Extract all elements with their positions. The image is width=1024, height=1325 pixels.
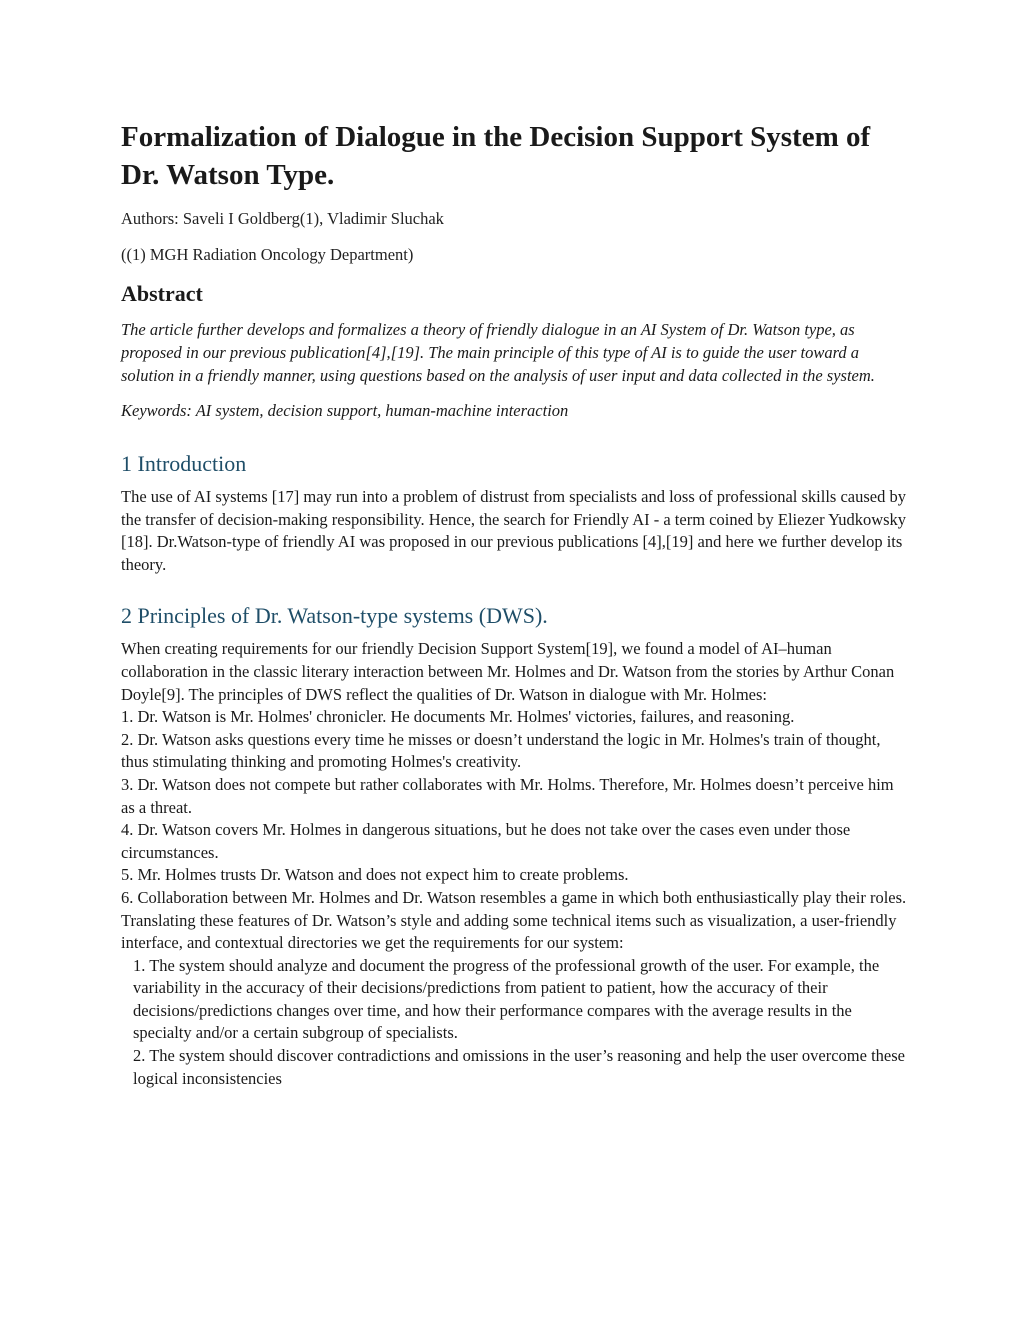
paper-title: Formalization of Dialogue in the Decision Support System of Dr. Watson Type.	[121, 121, 871, 191]
requirement-item: 1. The system should analyze and document the progress of the professional growth of the user. For example, the variability in the accuracy of their decisions/predictions from patient to patient, how the accuracy of their decisions/predictions changes over time, and how their performance compares with the average results in the specialty and/or a certain subgroup of specialists.	[133, 955, 880, 1043]
principle-item: 6. Collaboration between Mr. Holmes and Dr. Watson resembles a game in which both enthusiastically play their roles.	[121, 887, 907, 907]
paper-page	[121, 118, 911, 1090]
principle-item: 1. Dr. Watson is Mr. Holmes' chronicler. He documents Mr. Holmes' victories, failures, and reasoning.	[121, 707, 795, 727]
keywords-line: Keywords: AI system, decision support, human-machine interaction	[121, 401, 569, 420]
principle-item: 3. Dr. Watson does not compete but rather collaborates with Mr. Holms. Therefore, Mr. Holmes doesn’t perceive him as a threat.	[121, 774, 894, 817]
principle-item: 2. Dr. Watson asks questions every time he misses or doesn’t understand the logic in Mr. Holmes's train of thought, thus stimulating thinking and promoting Holmes's creativity.	[121, 729, 881, 772]
requirement-item: 2. The system should discover contradictions and omissions in the user’s reasoning and help the user overcome these logical inconsistencies	[133, 1046, 905, 1088]
principle-item: 5. Mr. Holmes trusts Dr. Watson and does not expect him to create problems.	[121, 865, 629, 885]
principles-intro-paragraph: When creating requirements for our friendly Decision Support System[19], we found a model of AI–human collaboration in the classic literary interaction between Mr. Holmes and Dr. Watson from the stories by Arthur Conan Doyle[9]. The principles of DWS reflect the qualities of Dr. Watson in dialogue with Mr. Holmes:	[121, 639, 895, 704]
introduction-paragraph: The use of AI systems [17] may run into a problem of distrust from specialists and loss of professional skills caused by the transfer of decision-making responsibility. Hence, the search for Friendly AI - a term coined by Eliezer Yudkowsky [18]. Dr.Watson-type of friendly AI was proposed in our previous publications [4],[19] and here we further develop its theory.	[121, 487, 907, 574]
principle-item: 4. Dr. Watson covers Mr. Holmes in dangerous situations, but he does not take over the cases even under those circumstances.	[121, 820, 851, 862]
abstract-text: The article further develops and formalizes a theory of friendly dialogue in an AI System of Dr. Watson type, as proposed in our previous publication[4],[19]. The main principle of this type of AI is to guide the user toward a solution in a friendly manner, using questions based on the analysis of user input and data collected in the system.	[121, 320, 875, 385]
authors-line: Authors: Saveli I Goldberg(1), Vladimir Sluchak	[121, 209, 444, 228]
section-heading-principles: 2 Principles of Dr. Watson-type systems (DWS).	[121, 603, 548, 629]
translating-paragraph: Translating these features of Dr. Watson’s style and adding some technical items such as visualization, a user-friendly interface, and contextual directories we get the requirements for our system:	[121, 910, 897, 953]
section-principles	[121, 602, 911, 1090]
section-introduction	[121, 450, 911, 576]
affiliation-line: ((1) MGH Radiation Oncology Department)	[121, 245, 414, 264]
requirements-list	[121, 955, 911, 1091]
abstract-heading: Abstract	[121, 281, 203, 306]
section-heading-introduction: 1 Introduction	[121, 451, 247, 476]
